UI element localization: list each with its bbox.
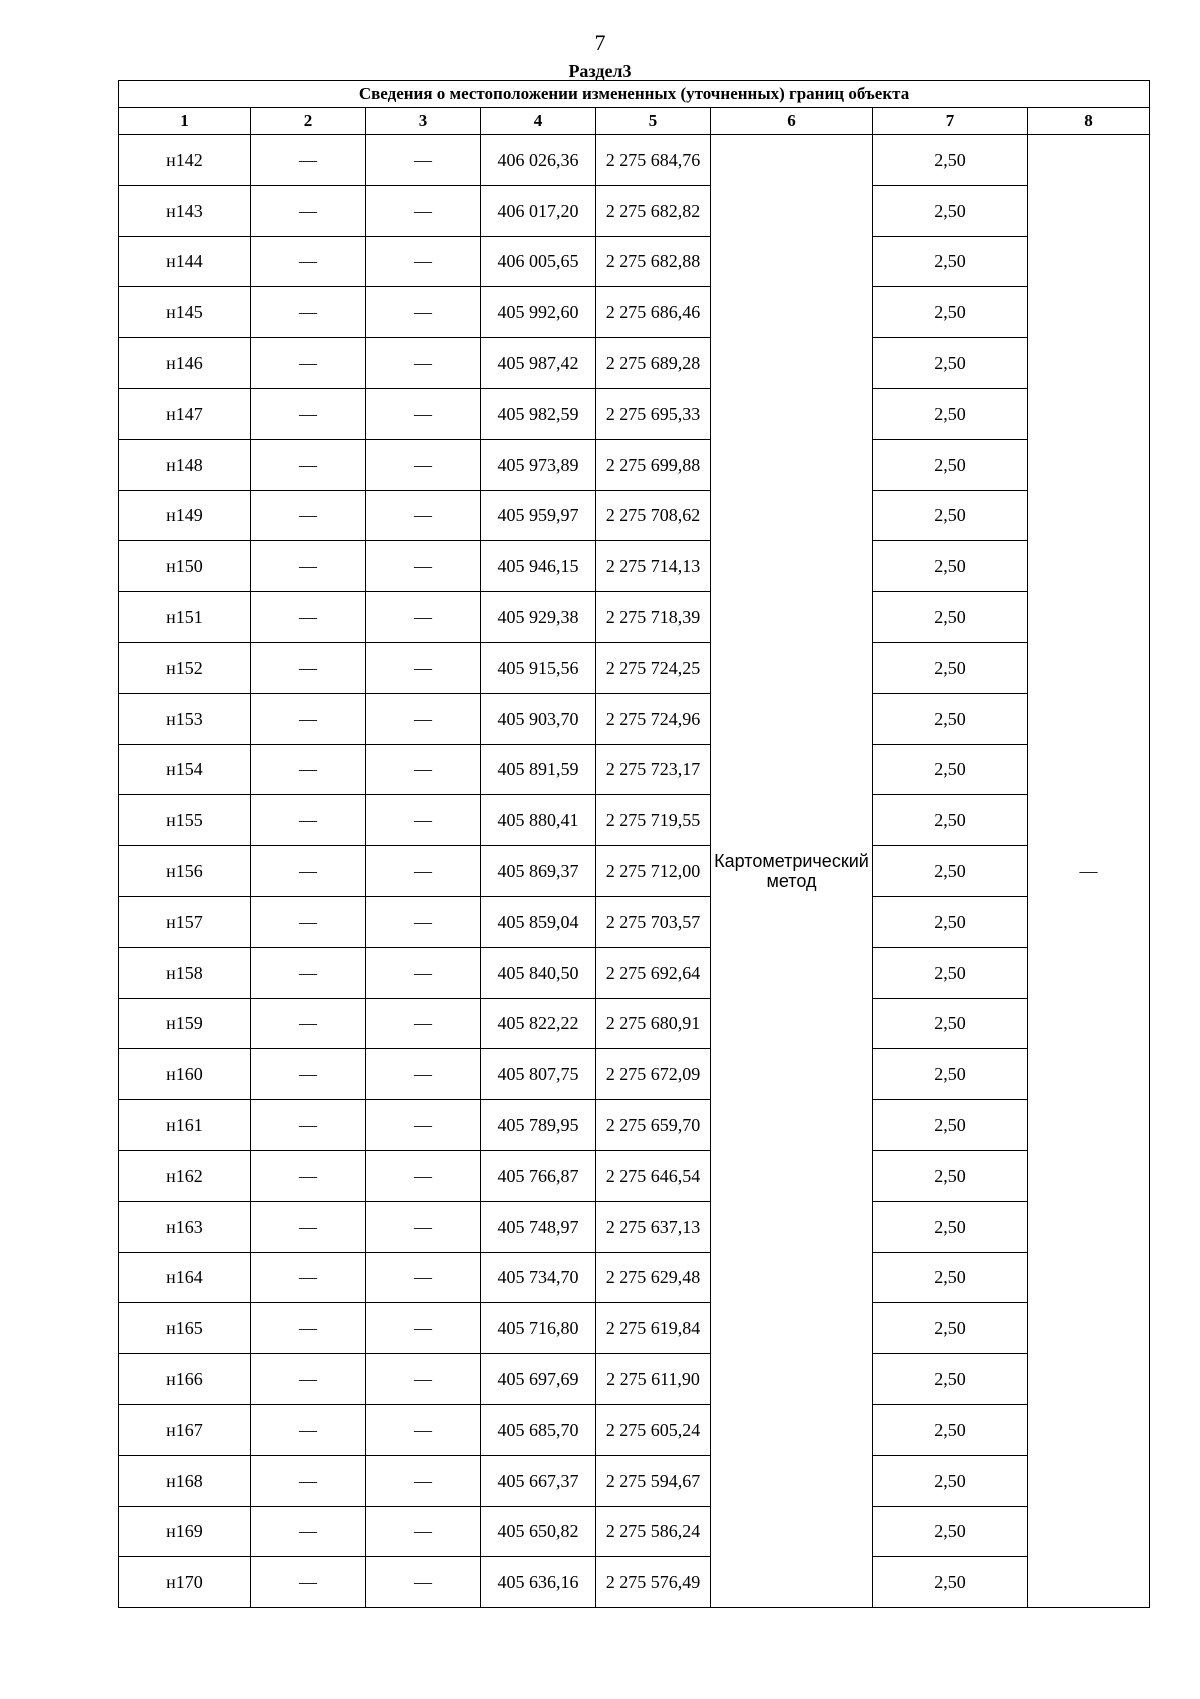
precision-cell: 2,50 (873, 1404, 1028, 1455)
point-cell: н148 (119, 439, 251, 490)
col3-cell: — (366, 1557, 481, 1608)
table-row (119, 388, 1150, 439)
table-row (119, 998, 1150, 1049)
table-row (119, 1201, 1150, 1252)
table-row (119, 1354, 1150, 1405)
y-coordinate-cell: 2 275 695,33 (596, 388, 711, 439)
y-coordinate-cell: 2 275 605,24 (596, 1404, 711, 1455)
y-coordinate-cell: 2 275 719,55 (596, 795, 711, 846)
col2-cell: — (251, 1150, 366, 1201)
col3-cell: — (366, 795, 481, 846)
column-header: 7 (873, 108, 1028, 135)
table-row (119, 1150, 1150, 1201)
x-coordinate-cell: 405 748,97 (481, 1201, 596, 1252)
y-coordinate-cell: 2 275 714,13 (596, 541, 711, 592)
col2-cell: — (251, 1455, 366, 1506)
precision-cell: 2,50 (873, 135, 1028, 186)
y-coordinate-cell: 2 275 689,28 (596, 338, 711, 389)
column-header: 8 (1028, 108, 1150, 135)
precision-cell: 2,50 (873, 1150, 1028, 1201)
col3-cell: — (366, 541, 481, 592)
y-coordinate-cell: 2 275 682,82 (596, 185, 711, 236)
column-header: 2 (251, 108, 366, 135)
point-cell: н169 (119, 1506, 251, 1557)
y-coordinate-cell: 2 275 672,09 (596, 1049, 711, 1100)
point-cell: н147 (119, 388, 251, 439)
table-row (119, 642, 1150, 693)
precision-cell: 2,50 (873, 490, 1028, 541)
table-row (119, 439, 1150, 490)
col2-cell: — (251, 1557, 366, 1608)
y-coordinate-cell: 2 275 724,25 (596, 642, 711, 693)
point-cell: н149 (119, 490, 251, 541)
point-cell: н142 (119, 135, 251, 186)
table-row (119, 338, 1150, 389)
point-cell: н154 (119, 744, 251, 795)
page-number: 7 (594, 30, 606, 55)
col2-cell: — (251, 1100, 366, 1151)
table-row (119, 1404, 1150, 1455)
column-header: 4 (481, 108, 596, 135)
x-coordinate-cell: 405 697,69 (481, 1354, 596, 1405)
column-header: 1 (119, 108, 251, 135)
col2-cell: — (251, 693, 366, 744)
col3-cell: — (366, 896, 481, 947)
col2-cell: — (251, 135, 366, 186)
y-coordinate-cell: 2 275 684,76 (596, 135, 711, 186)
col3-cell: — (366, 439, 481, 490)
x-coordinate-cell: 405 987,42 (481, 338, 596, 389)
precision-cell: 2,50 (873, 795, 1028, 846)
table-row (119, 947, 1150, 998)
col2-cell: — (251, 185, 366, 236)
column-header: 3 (366, 108, 481, 135)
point-cell: н152 (119, 642, 251, 693)
point-cell: н144 (119, 236, 251, 287)
table-row (119, 846, 1150, 897)
point-cell: н160 (119, 1049, 251, 1100)
col2-cell: — (251, 388, 366, 439)
col3-cell: — (366, 236, 481, 287)
x-coordinate-cell: 405 734,70 (481, 1252, 596, 1303)
x-coordinate-cell: 406 026,36 (481, 135, 596, 186)
col3-cell: — (366, 388, 481, 439)
table-row (119, 592, 1150, 643)
col3-cell: — (366, 1506, 481, 1557)
table-row (119, 236, 1150, 287)
col2-cell: — (251, 1303, 366, 1354)
column-header: 5 (596, 108, 711, 135)
col3-cell: — (366, 592, 481, 643)
col3-cell: — (366, 185, 481, 236)
precision-cell: 2,50 (873, 439, 1028, 490)
y-coordinate-cell: 2 275 611,90 (596, 1354, 711, 1405)
col3-cell: — (366, 135, 481, 186)
y-coordinate-cell: 2 275 680,91 (596, 998, 711, 1049)
precision-cell: 2,50 (873, 1049, 1028, 1100)
precision-cell: 2,50 (873, 642, 1028, 693)
col3-cell: — (366, 1404, 481, 1455)
col3-cell: — (366, 642, 481, 693)
x-coordinate-cell: 405 859,04 (481, 896, 596, 947)
boundary-coordinates-table (118, 80, 1150, 1608)
point-cell: н167 (119, 1404, 251, 1455)
method-cell: Картометрический метод (711, 135, 873, 1608)
col2-cell: — (251, 896, 366, 947)
x-coordinate-cell: 405 915,56 (481, 642, 596, 693)
table-row (119, 1049, 1150, 1100)
col3-cell: — (366, 287, 481, 338)
precision-cell: 2,50 (873, 846, 1028, 897)
point-cell: н146 (119, 338, 251, 389)
x-coordinate-cell: 405 880,41 (481, 795, 596, 846)
point-cell: н162 (119, 1150, 251, 1201)
table-row (119, 287, 1150, 338)
x-coordinate-cell: 405 869,37 (481, 846, 596, 897)
col2-cell: — (251, 947, 366, 998)
x-coordinate-cell: 405 891,59 (481, 744, 596, 795)
precision-cell: 2,50 (873, 1506, 1028, 1557)
point-cell: н158 (119, 947, 251, 998)
x-coordinate-cell: 405 685,70 (481, 1404, 596, 1455)
table-row (119, 1303, 1150, 1354)
point-cell: н143 (119, 185, 251, 236)
x-coordinate-cell: 405 982,59 (481, 388, 596, 439)
y-coordinate-cell: 2 275 594,67 (596, 1455, 711, 1506)
y-coordinate-cell: 2 275 637,13 (596, 1201, 711, 1252)
precision-cell: 2,50 (873, 592, 1028, 643)
col3-cell: — (366, 490, 481, 541)
y-coordinate-cell: 2 275 619,84 (596, 1303, 711, 1354)
col3-cell: — (366, 1354, 481, 1405)
col2-cell: — (251, 1201, 366, 1252)
y-coordinate-cell: 2 275 699,88 (596, 439, 711, 490)
point-cell: н151 (119, 592, 251, 643)
table-row (119, 490, 1150, 541)
x-coordinate-cell: 405 636,16 (481, 1557, 596, 1608)
point-cell: н155 (119, 795, 251, 846)
col3-cell: — (366, 1100, 481, 1151)
table-row (119, 1557, 1150, 1608)
table-row (119, 896, 1150, 947)
col3-cell: — (366, 1303, 481, 1354)
col2-cell: — (251, 1354, 366, 1405)
col2-cell: — (251, 592, 366, 643)
y-coordinate-cell: 2 275 659,70 (596, 1100, 711, 1151)
section-title: Раздел3 (568, 61, 632, 81)
precision-cell: 2,50 (873, 947, 1028, 998)
column-header-row (119, 108, 1150, 135)
x-coordinate-cell: 405 992,60 (481, 287, 596, 338)
col3-cell: — (366, 1455, 481, 1506)
col2-cell: — (251, 642, 366, 693)
x-coordinate-cell: 406 005,65 (481, 236, 596, 287)
precision-cell: 2,50 (873, 998, 1028, 1049)
y-coordinate-cell: 2 275 708,62 (596, 490, 711, 541)
table-row (119, 1100, 1150, 1151)
y-coordinate-cell: 2 275 718,39 (596, 592, 711, 643)
table-row (119, 795, 1150, 846)
col2-cell: — (251, 236, 366, 287)
point-cell: н150 (119, 541, 251, 592)
precision-cell: 2,50 (873, 1557, 1028, 1608)
point-cell: н164 (119, 1252, 251, 1303)
col3-cell: — (366, 947, 481, 998)
table-caption: Сведения о местоположении измененных (уточненных) границ объекта (119, 81, 1150, 108)
table-row (119, 744, 1150, 795)
precision-cell: 2,50 (873, 185, 1028, 236)
x-coordinate-cell: 405 650,82 (481, 1506, 596, 1557)
y-coordinate-cell: 2 275 724,96 (596, 693, 711, 744)
precision-cell: 2,50 (873, 338, 1028, 389)
col3-cell: — (366, 998, 481, 1049)
col2-cell: — (251, 795, 366, 846)
x-coordinate-cell: 405 840,50 (481, 947, 596, 998)
precision-cell: 2,50 (873, 1455, 1028, 1506)
y-coordinate-cell: 2 275 686,46 (596, 287, 711, 338)
y-coordinate-cell: 2 275 586,24 (596, 1506, 711, 1557)
y-coordinate-cell: 2 275 629,48 (596, 1252, 711, 1303)
precision-cell: 2,50 (873, 1201, 1028, 1252)
y-coordinate-cell: 2 275 576,49 (596, 1557, 711, 1608)
col2-cell: — (251, 1506, 366, 1557)
table-row (119, 1455, 1150, 1506)
precision-cell: 2,50 (873, 744, 1028, 795)
y-coordinate-cell: 2 275 712,00 (596, 846, 711, 897)
y-coordinate-cell: 2 275 692,64 (596, 947, 711, 998)
col3-cell: — (366, 1252, 481, 1303)
table-row (119, 1506, 1150, 1557)
point-cell: н168 (119, 1455, 251, 1506)
x-coordinate-cell: 406 017,20 (481, 185, 596, 236)
point-cell: н163 (119, 1201, 251, 1252)
precision-cell: 2,50 (873, 287, 1028, 338)
precision-cell: 2,50 (873, 1354, 1028, 1405)
col8-cell: — (1028, 135, 1150, 1608)
precision-cell: 2,50 (873, 541, 1028, 592)
col3-cell: — (366, 1049, 481, 1100)
col2-cell: — (251, 846, 366, 897)
column-header: 6 (711, 108, 873, 135)
x-coordinate-cell: 405 667,37 (481, 1455, 596, 1506)
col2-cell: — (251, 338, 366, 389)
x-coordinate-cell: 405 822,22 (481, 998, 596, 1049)
col2-cell: — (251, 998, 366, 1049)
x-coordinate-cell: 405 929,38 (481, 592, 596, 643)
col2-cell: — (251, 439, 366, 490)
point-cell: н166 (119, 1354, 251, 1405)
point-cell: н159 (119, 998, 251, 1049)
x-coordinate-cell: 405 946,15 (481, 541, 596, 592)
table-row (119, 693, 1150, 744)
point-cell: н157 (119, 896, 251, 947)
x-coordinate-cell: 405 716,80 (481, 1303, 596, 1354)
col3-cell: — (366, 693, 481, 744)
col3-cell: — (366, 846, 481, 897)
point-cell: н170 (119, 1557, 251, 1608)
col3-cell: — (366, 338, 481, 389)
table-row (119, 185, 1150, 236)
col3-cell: — (366, 1150, 481, 1201)
col2-cell: — (251, 744, 366, 795)
x-coordinate-cell: 405 766,87 (481, 1150, 596, 1201)
point-cell: н165 (119, 1303, 251, 1354)
precision-cell: 2,50 (873, 1100, 1028, 1151)
precision-cell: 2,50 (873, 896, 1028, 947)
col2-cell: — (251, 490, 366, 541)
table-row (119, 1252, 1150, 1303)
y-coordinate-cell: 2 275 682,88 (596, 236, 711, 287)
x-coordinate-cell: 405 959,97 (481, 490, 596, 541)
y-coordinate-cell: 2 275 723,17 (596, 744, 711, 795)
point-cell: н145 (119, 287, 251, 338)
col2-cell: — (251, 1049, 366, 1100)
table-body (119, 135, 1150, 1608)
precision-cell: 2,50 (873, 1252, 1028, 1303)
x-coordinate-cell: 405 973,89 (481, 439, 596, 490)
col2-cell: — (251, 1252, 366, 1303)
x-coordinate-cell: 405 807,75 (481, 1049, 596, 1100)
point-cell: н161 (119, 1100, 251, 1151)
col2-cell: — (251, 1404, 366, 1455)
point-cell: н153 (119, 693, 251, 744)
precision-cell: 2,50 (873, 693, 1028, 744)
table-row (119, 541, 1150, 592)
col2-cell: — (251, 541, 366, 592)
precision-cell: 2,50 (873, 236, 1028, 287)
x-coordinate-cell: 405 789,95 (481, 1100, 596, 1151)
precision-cell: 2,50 (873, 1303, 1028, 1354)
precision-cell: 2,50 (873, 388, 1028, 439)
point-cell: н156 (119, 846, 251, 897)
col2-cell: — (251, 287, 366, 338)
y-coordinate-cell: 2 275 703,57 (596, 896, 711, 947)
table-row (119, 135, 1150, 186)
col3-cell: — (366, 1201, 481, 1252)
x-coordinate-cell: 405 903,70 (481, 693, 596, 744)
col3-cell: — (366, 744, 481, 795)
y-coordinate-cell: 2 275 646,54 (596, 1150, 711, 1201)
